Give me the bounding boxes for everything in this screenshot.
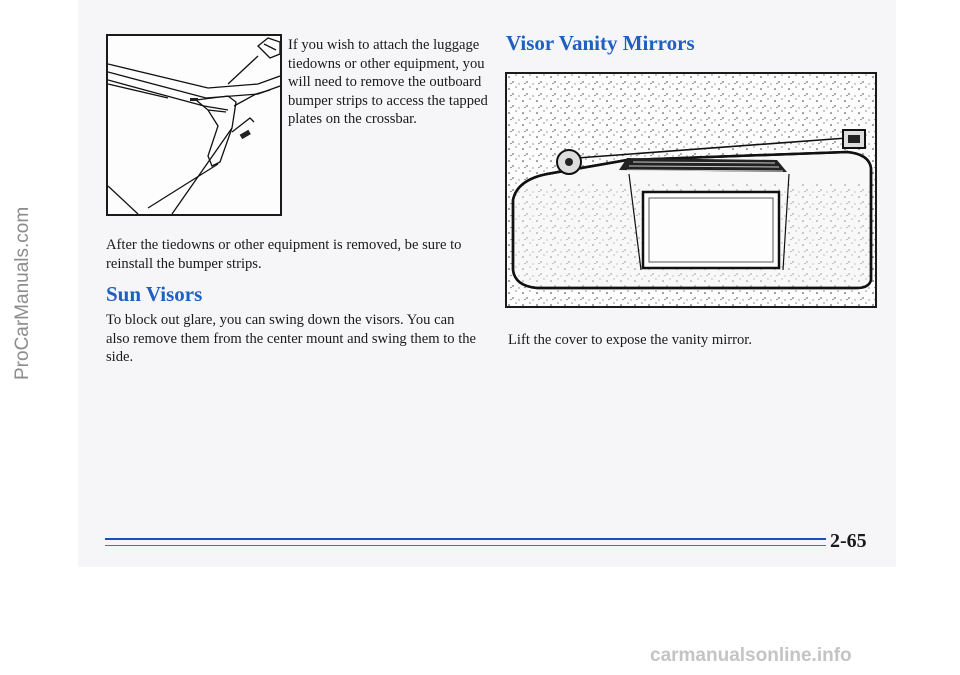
- footer-rule-thin: [105, 545, 826, 546]
- vanity-mirror-illustration: [505, 72, 877, 308]
- tiedown-instructions-text: If you wish to attach the luggage tiedowns or other equipment, you will need to remove the outboard bumper strips to access the tapped plates on the crossbar.: [288, 37, 488, 128]
- visor-vanity-mirrors-heading: Visor Vanity Mirrors: [506, 31, 695, 55]
- page-number: 2-65: [830, 530, 867, 552]
- visor-drawing: [507, 74, 875, 306]
- sun-visors-text: To block out glare, you can swing down the visors. You can also remove them from the center mount and swing them to the side.: [106, 312, 477, 366]
- luggage-rack-crossbar-illustration: [106, 34, 282, 216]
- side-watermark: ProCarManuals.com: [12, 206, 33, 380]
- vanity-mirror-caption: Lift the cover to expose the vanity mirror.: [508, 332, 752, 348]
- footer-watermark-url: carmanualsonline.info: [650, 645, 852, 666]
- sun-visors-heading: Sun Visors: [106, 282, 203, 306]
- crossbar-drawing: [108, 36, 280, 214]
- reinstall-instructions-text: After the tiedowns or other equipment is removed, be sure to reinstall the bumper strips.: [106, 237, 462, 272]
- footer-rule: [105, 538, 826, 540]
